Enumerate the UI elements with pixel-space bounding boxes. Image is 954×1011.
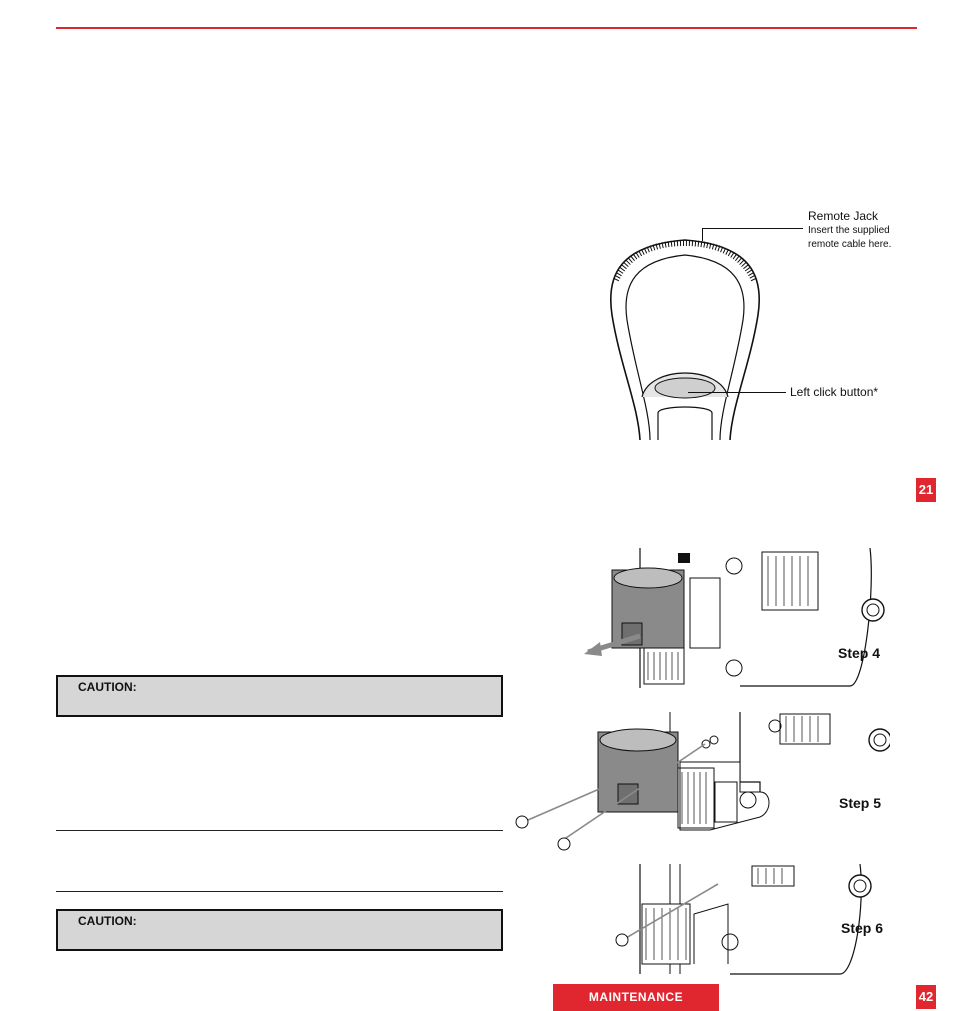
remote-jack-leader [702, 228, 803, 241]
caution-label: CAUTION: [78, 914, 137, 928]
remote-jack-line2: remote cable here. [808, 239, 892, 250]
step5-illustration [510, 712, 890, 862]
left-click-leader [688, 392, 786, 393]
page-tab-21: 21 [916, 478, 936, 502]
step-5-label: Step 5 [839, 795, 882, 811]
step-4-label: Step 4 [838, 645, 881, 661]
divider-upper [56, 830, 503, 831]
step-6-label: Step 6 [841, 920, 884, 936]
remote-jack-title: Remote Jack [808, 209, 879, 223]
header-rule [56, 27, 917, 29]
section-footer: MAINTENANCE [553, 984, 719, 1011]
remote-jack-line1: Insert the supplied [808, 225, 890, 236]
caution-label: CAUTION: [78, 680, 137, 694]
left-click-label: Left click button* [790, 385, 879, 399]
page-tab-42: 42 [916, 985, 936, 1009]
remote-control-illustration [600, 225, 770, 445]
divider-lower [56, 891, 503, 892]
step4-illustration [580, 548, 890, 688]
caution-box-second [56, 909, 503, 951]
caution-box-first [56, 675, 503, 717]
